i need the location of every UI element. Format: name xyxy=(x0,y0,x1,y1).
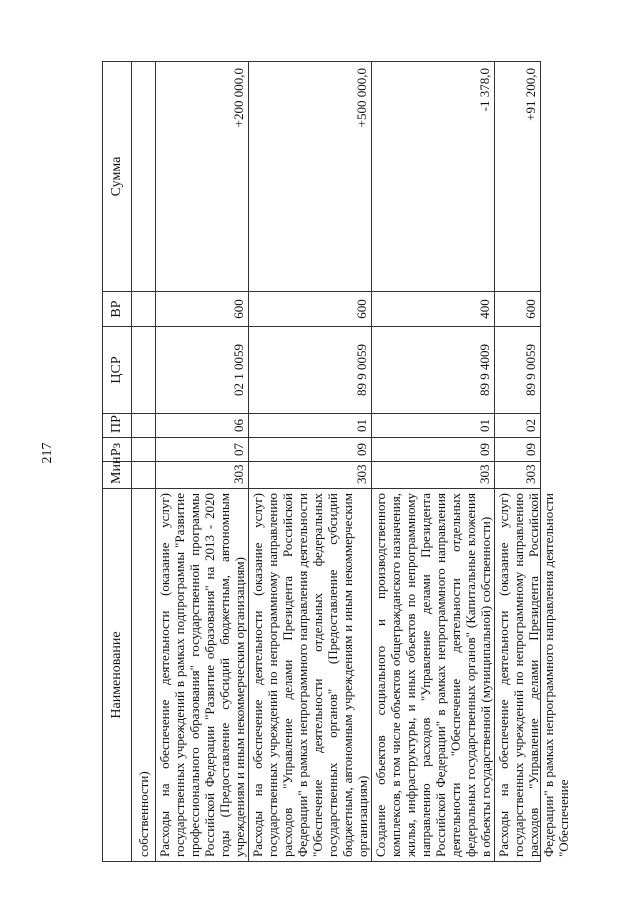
cell-min xyxy=(132,462,156,489)
cell-vr: 600 xyxy=(156,292,249,327)
table-row-truncated xyxy=(132,62,156,862)
cell-csr: 89 9 0059 xyxy=(495,327,541,414)
cell-min: 303 xyxy=(156,462,249,489)
cell-pr: 06 xyxy=(156,414,249,438)
cell-vr: 600 xyxy=(249,292,372,327)
cell-name: собственности) xyxy=(132,489,156,862)
cell-rz: 07 xyxy=(156,438,249,462)
cell-pr: 01 xyxy=(249,414,372,438)
cell-sum: +500 000,0 xyxy=(249,62,372,292)
header-name: Наименование xyxy=(103,489,132,862)
header-pr: ПР xyxy=(103,414,132,438)
page-number: 217 xyxy=(40,442,55,464)
cell-pr xyxy=(132,414,156,438)
table-row xyxy=(156,62,249,862)
cell-name xyxy=(495,489,571,862)
cell-sum xyxy=(132,62,156,292)
cell-csr: 89 9 4009 xyxy=(372,327,495,414)
cell-rz xyxy=(132,438,156,462)
cell-sum: -1 378,0 xyxy=(372,62,495,292)
header-vr: ВР xyxy=(103,292,132,327)
cell-csr: 89 9 0059 xyxy=(249,327,372,414)
cell-rz: 09 xyxy=(495,438,541,462)
cell-pr: 01 xyxy=(372,414,495,438)
budget-table xyxy=(102,61,571,862)
header-sum: Сумма xyxy=(103,62,132,292)
cell-sum: +91 200,0 xyxy=(495,62,541,292)
rotated-table-container xyxy=(102,62,620,862)
cell-name: Расходы на обеспечение деятельности (оказание услуг) государственных учреждений по непрограммному направлению расходов "Управление делами Президента Российской Федерации" в рамках непрограммного направления деятельности "Обеспечение деятельности отдельных федеральных государственных органов" (Предоставление субсидий бюджетным, автономным учреждениям и иным некоммерческим организациям) xyxy=(249,489,372,862)
table-row xyxy=(249,62,372,862)
cell-csr xyxy=(132,327,156,414)
cell-name: Создание объектов социального и производственного комплексов, в том числе объектов общегражданского назначения, жилья, инфраструктуры, и иных объектов по непрограммному направлению расходов "Управление делами Президента Российской Федерации" в рамках непрограммного направления деятельности "Обеспечение деятельности отдельных федеральных государственных органов" (Капитальные вложения в объекты государственной (муниципальной) собственности) xyxy=(372,489,495,862)
cell-pr: 02 xyxy=(495,414,541,438)
cell-csr: 02 1 0059 xyxy=(156,327,249,414)
cell-rz: 09 xyxy=(249,438,372,462)
table-row xyxy=(495,62,541,862)
cell-min: 303 xyxy=(372,462,495,489)
cell-vr: 600 xyxy=(495,292,541,327)
cell-sum: +200 000,0 xyxy=(156,62,249,292)
cell-vr: 400 xyxy=(372,292,495,327)
cell-min: 303 xyxy=(495,462,541,489)
cell-name: Расходы на обеспечение деятельности (оказание услуг) государственных учреждений в рамках подпрограммы "Развитие профессионального образования" государственной программы Российской Федерации "Развитие образования" на 2013 - 2020 годы (Предоставление субсидий бюджетным, автономным учреждениям и иным некоммерческим организациям) xyxy=(156,489,249,862)
header-csr: ЦСР xyxy=(103,327,132,414)
cell-rz: 09 xyxy=(372,438,495,462)
cell-name-text: Расходы на обеспечение деятельности (оказание услуг) государственных учреждений по непрограммному направлению расходов "Управление делами Президента Российской Федерации" в рамках непрограммного направления деятельности "Обеспечение xyxy=(496,493,571,857)
header-rz: Рз xyxy=(103,438,132,462)
cell-vr xyxy=(132,292,156,327)
header-min: Мин xyxy=(103,462,132,489)
table-row xyxy=(372,62,495,862)
cell-min: 303 xyxy=(249,462,372,489)
header-row xyxy=(103,62,132,862)
